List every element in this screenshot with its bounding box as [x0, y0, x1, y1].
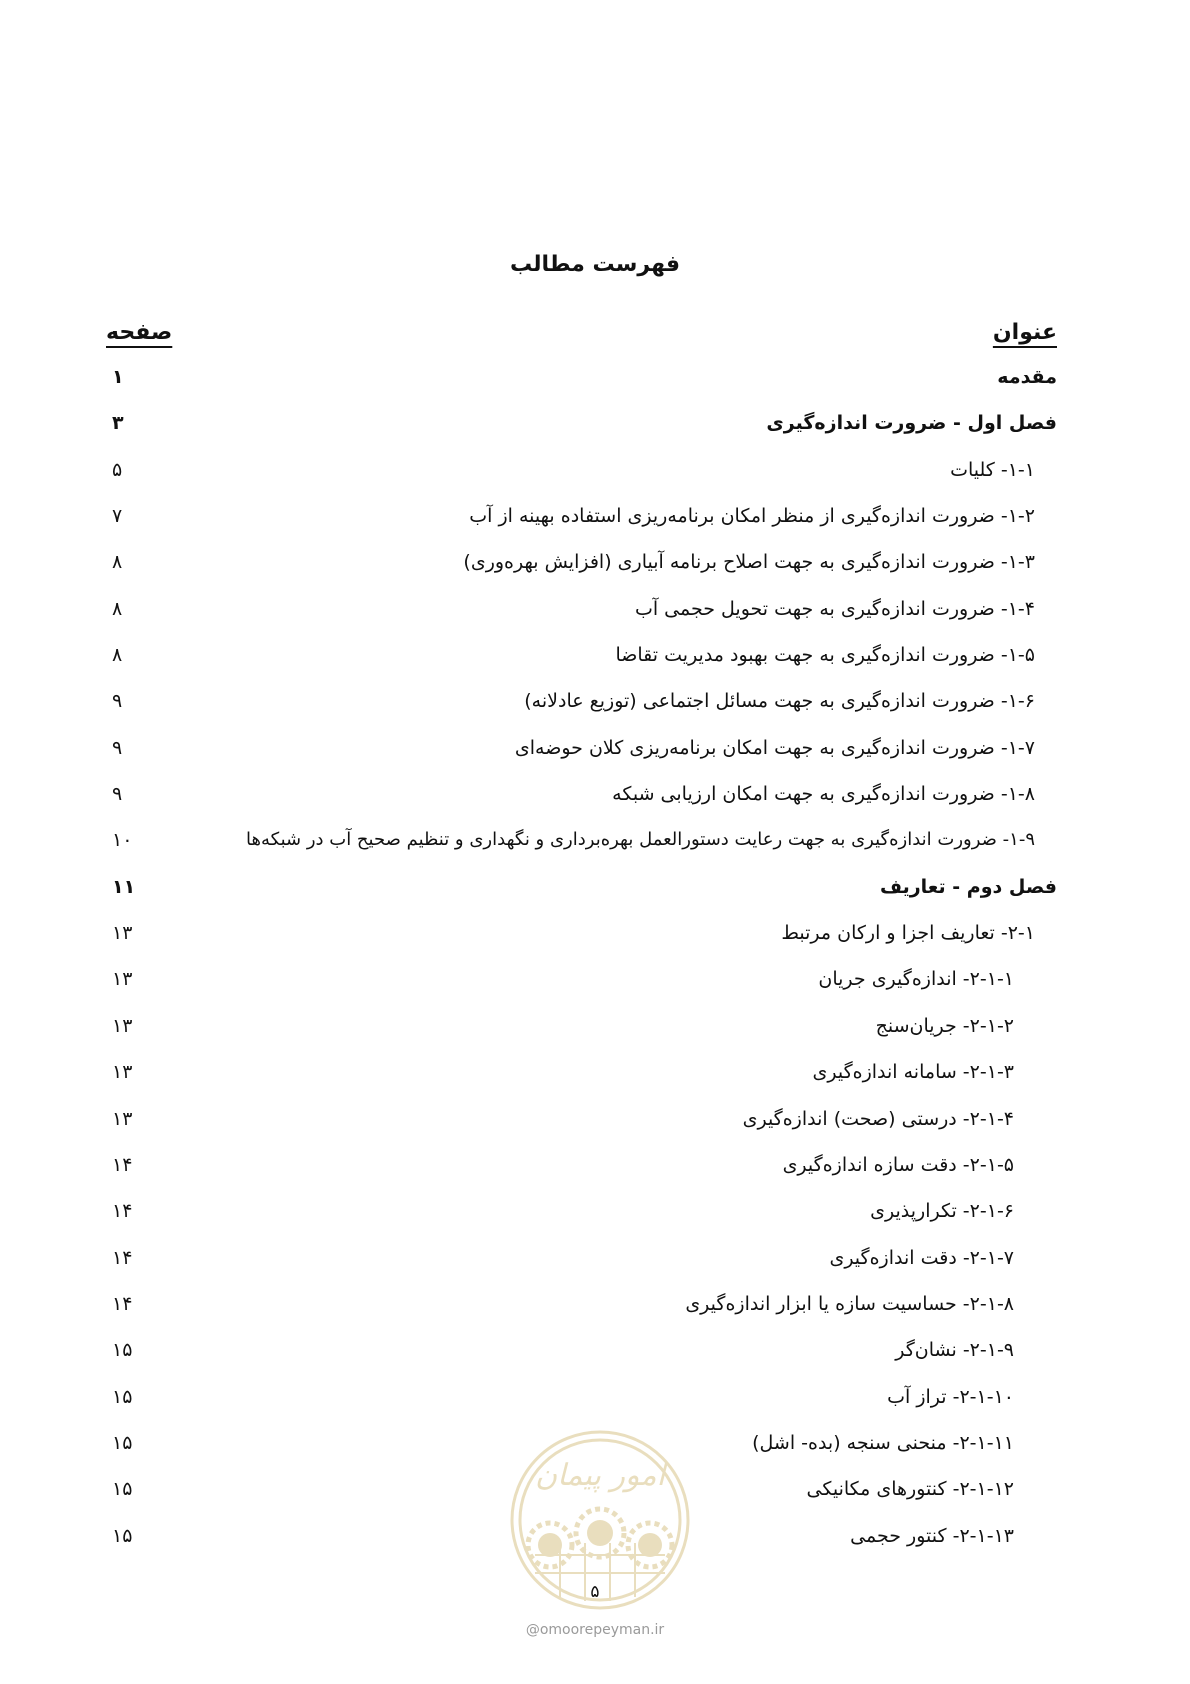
- toc-entry-title: ۲-۱-۱۲- کنتورهای مکانیکی: [806, 1478, 1014, 1501]
- toc-entry: [0, 362, 1190, 408]
- toc-entry-title: ۲-۱-۹- نشان‌گر: [895, 1339, 1014, 1362]
- page-number: ۵: [590, 1582, 600, 1602]
- svg-text:امور پیمان: امور پیمان: [535, 1458, 665, 1493]
- toc-entry-title: فصل دوم - تعاریف: [879, 875, 1057, 898]
- toc-entry-title: ۱-۸- ضرورت اندازه‌گیری به جهت امکان ارزیابی شبکه: [612, 783, 1035, 806]
- toc-entry-page: ۵: [112, 458, 123, 481]
- toc-entry-page: ۱۴: [112, 1246, 133, 1269]
- toc-entry-title: ۲-۱-۱۱- منحنی سنجه (بده- اشل): [752, 1431, 1014, 1454]
- toc-entry-page: ۹: [112, 783, 123, 806]
- toc-entry-page: ۱۵: [112, 1385, 133, 1408]
- toc-entry: [0, 1382, 1190, 1428]
- toc-entry-page: ۱۳: [112, 1061, 133, 1084]
- toc-entry: [0, 964, 1190, 1010]
- toc-entry: [0, 918, 1190, 964]
- toc-entry-title: ۱-۱- کلیات: [950, 458, 1035, 481]
- toc-entry-title: ۱-۷- ضرورت اندازه‌گیری به جهت امکان برنامه‌ریزی کلان حوضه‌ای: [514, 736, 1035, 759]
- toc-entry-title: ۲-۱- تعاریف اجزا و ارکان مرتبط: [781, 922, 1035, 945]
- toc-entry-page: ۳: [112, 412, 124, 435]
- toc-entry-title: فصل اول - ضرورت اندازه‌گیری: [766, 412, 1057, 435]
- toc-entry: [0, 779, 1190, 825]
- toc-entry-page: ۱۵: [112, 1524, 133, 1547]
- toc-entry: [0, 733, 1190, 779]
- toc-entry-title: ۲-۱-۲- جریان‌سنج: [875, 1014, 1014, 1037]
- toc-entry: [0, 455, 1190, 501]
- toc-entry: [0, 686, 1190, 732]
- toc-entry-page: ۹: [112, 690, 123, 713]
- toc-entry-title: ۱-۶- ضرورت اندازه‌گیری به جهت مسائل اجتماعی (توزیع عادلانه): [524, 690, 1035, 713]
- toc-entry: [0, 408, 1190, 454]
- toc-entry-title: ۲-۱-۴- درستی (صحت) اندازه‌گیری: [742, 1107, 1014, 1130]
- toc-entry-title: ۲-۱-۷- دقت اندازه‌گیری: [829, 1246, 1014, 1269]
- toc-entry-page: ۱۵: [112, 1431, 133, 1454]
- toc-entry-page: ۷: [112, 505, 123, 528]
- toc-entry-page: ۱۰: [112, 829, 133, 852]
- toc-entry: [0, 640, 1190, 686]
- toc-entry: [0, 825, 1190, 871]
- watermark-site-text: @omoorepeyman.ir: [525, 1622, 665, 1638]
- toc-entry-title: ۲-۱-۱۳- کنتور حجمی: [850, 1524, 1014, 1547]
- toc-entry-title: ۲-۱-۸- حساسیت سازه یا ابزار اندازه‌گیری: [685, 1292, 1014, 1315]
- toc-entry-page: ۱۴: [112, 1153, 133, 1176]
- toc-entry-page: ۱۵: [112, 1478, 133, 1501]
- toc-entry-title: ۲-۱-۶- تکرارپذیری: [870, 1200, 1014, 1223]
- toc-entry: [0, 1104, 1190, 1150]
- table-of-contents: [0, 362, 1190, 1567]
- toc-entry-page: ۱۳: [112, 1014, 133, 1037]
- toc-entry-page: ۱: [112, 366, 124, 388]
- toc-entry-title: ۱-۵- ضرورت اندازه‌گیری به جهت بهبود مدیریت تقاضا: [615, 644, 1035, 667]
- toc-entry-title: ۲-۱-۳- سامانه اندازه‌گیری: [812, 1061, 1014, 1084]
- toc-entry: [0, 1335, 1190, 1381]
- title-column-header: عنوان: [992, 320, 1057, 345]
- toc-entry-page: ۹: [112, 736, 123, 759]
- toc-entry-page: ۱۵: [112, 1339, 133, 1362]
- toc-entry: [0, 1243, 1190, 1289]
- toc-entry-page: ۱۳: [112, 922, 133, 945]
- toc-entry-title: ۱-۹- ضرورت اندازه‌گیری به جهت رعایت دستورالعمل بهره‌برداری و نگهداری و تنظیم صحیح آب در شبکه‌ها: [246, 829, 1035, 851]
- toc-entry: [0, 547, 1190, 593]
- toc-entry-page: ۱۴: [112, 1292, 133, 1315]
- page-column-header: صفحه: [106, 320, 173, 345]
- toc-entry-title: ۱-۳- ضرورت اندازه‌گیری به جهت اصلاح برنامه آبیاری (افزایش بهره‌وری): [463, 551, 1035, 574]
- toc-entry: [0, 1057, 1190, 1103]
- toc-entry: [0, 1196, 1190, 1242]
- toc-entry-title: ۲-۱-۱۰- تراز آب: [887, 1385, 1014, 1408]
- toc-entry: [0, 594, 1190, 640]
- toc-entry-page: ۱۳: [112, 1107, 133, 1130]
- toc-entry-page: ۱۱: [112, 875, 136, 898]
- toc-entry-page: ۸: [112, 597, 123, 620]
- toc-entry: [0, 501, 1190, 547]
- toc-entry-page: ۱۳: [112, 968, 133, 991]
- toc-entry: [0, 1289, 1190, 1335]
- toc-entry-page: ۸: [112, 644, 123, 667]
- toc-entry-title: مقدمه: [997, 366, 1057, 388]
- toc-entry: [0, 1150, 1190, 1196]
- toc-entry-title: ۲-۱-۱- اندازه‌گیری جریان: [818, 968, 1014, 991]
- toc-entry-title: ۱-۴- ضرورت اندازه‌گیری به جهت تحویل حجمی آب: [634, 597, 1035, 620]
- toc-entry: [0, 872, 1190, 918]
- toc-entry-page: ۸: [112, 551, 123, 574]
- toc-entry-page: ۱۴: [112, 1200, 133, 1223]
- toc-title: فهرست مطالب: [509, 252, 681, 277]
- toc-entry-title: ۲-۱-۵- دقت سازه اندازه‌گیری: [782, 1153, 1014, 1176]
- toc-entry-title: ۱-۲- ضرورت اندازه‌گیری از منظر امکان برنامه‌ریزی استفاده بهینه از آب: [469, 505, 1035, 528]
- toc-entry: [0, 1011, 1190, 1057]
